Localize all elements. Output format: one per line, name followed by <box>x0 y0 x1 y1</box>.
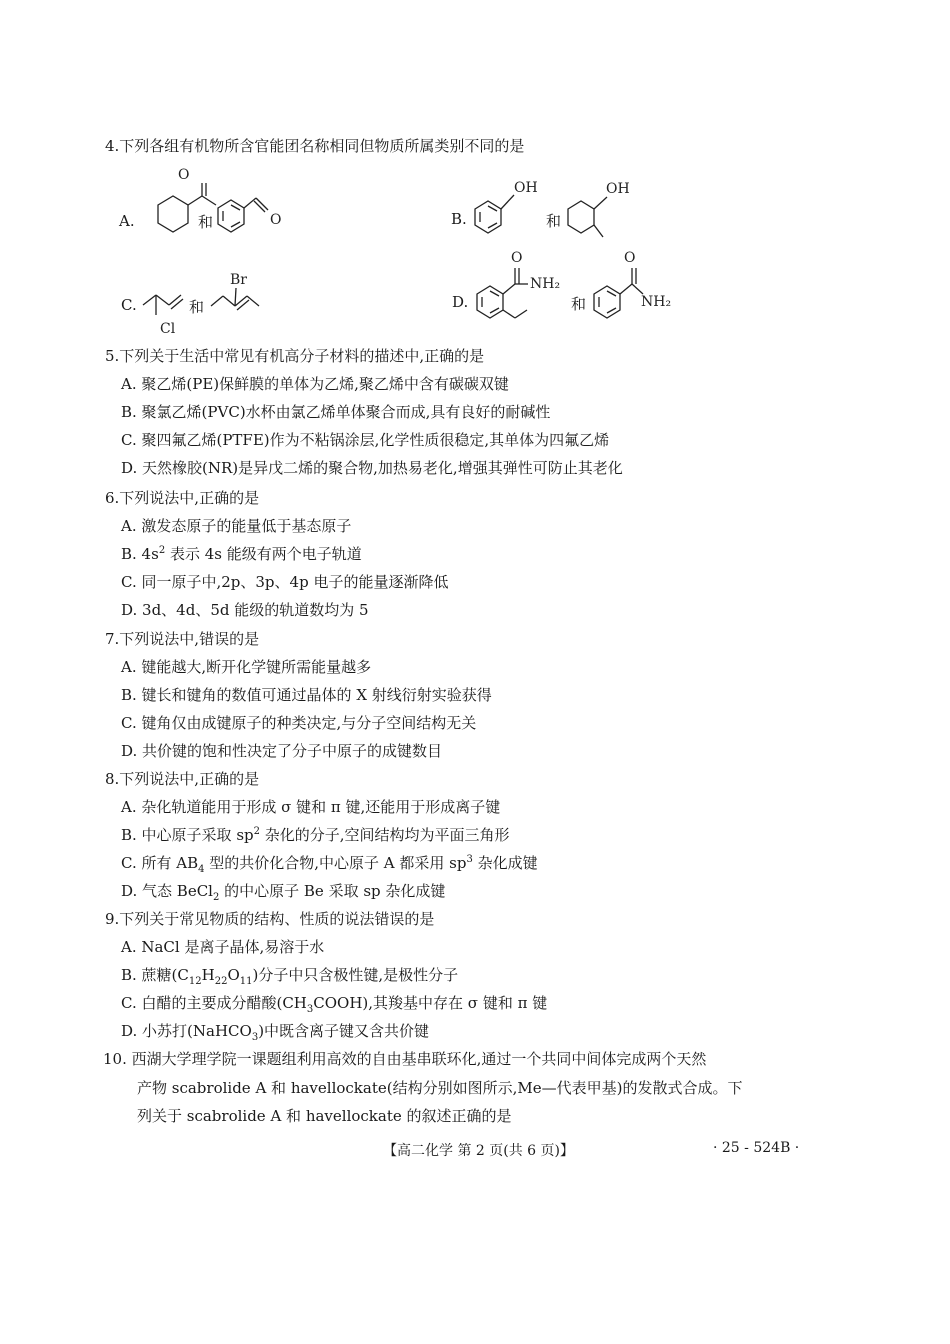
q9-stem: 9.下列关于常见物质的结构、性质的说法错误的是 <box>105 910 435 928</box>
q5-option-b: B. 聚氯乙烯(PVC)水杯由氯乙烯单体聚合而成,具有良好的耐碱性 <box>121 403 551 421</box>
benzaldehyde-structure <box>214 188 294 243</box>
q8-option-c: C. 所有 $AB_4$ 型的共价化合物,中心原子 A 都采用 $sp^3$ 杂化成键 <box>121 854 538 875</box>
footer-exam-code: · 25 - 524B · <box>713 1140 800 1156</box>
q7-option-a: A. 键能越大,断开化学键所需能量越多 <box>121 658 372 676</box>
q6-option-c: C. 同一原子中,2p、3p、4p 电子的能量逐渐降低 <box>121 573 449 591</box>
q6-option-d: D. 3d、4d、5d 能级的轨道数均为 5 <box>121 601 369 619</box>
q8-option-b: B. 中心原子采取 $sp^2$ 杂化的分子,空间结构均为平面三角形 <box>121 826 510 844</box>
q4-option-b-label: B. <box>451 210 467 228</box>
benzamide-structure <box>589 246 689 326</box>
q9-option-b: B. 蔗糖$(C_{12}H_{22}O_{11})$分子中只含极性键,是极性分子 <box>121 966 459 987</box>
q8-option-a: A. 杂化轨道能用于形成 σ 键和 π 键,还能用于形成离子键 <box>121 798 501 816</box>
methylcyclohexanol-structure <box>563 175 653 245</box>
q7-option-c: C. 键角仅由成键原子的种类决定,与分子空间结构无关 <box>121 714 477 732</box>
q10-line3: 列关于 scabrolide A 和 havellockate 的叙述正确的是 <box>137 1107 512 1125</box>
q5-option-d: D. 天然橡胶(NR)是异戊二烯的聚合物,加热易老化,增强其弹性可防止其老化 <box>121 459 623 477</box>
footer-page-info: 【高二化学 第 2 页(共 6 页)】 <box>383 1143 574 1159</box>
q10-line1: 10. 西湖大学理学院一课题组利用高效的自由基串联环化,通过一个共同中间体完成两个天然 <box>103 1050 707 1068</box>
q4-option-b-conj: 和 <box>546 212 562 230</box>
q5-option-c: C. 聚四氟乙烯(PTFE)作为不粘锅涂层,化学性质很稳定,其单体为四氟乙烯 <box>121 431 610 449</box>
q4-option-a-conj: 和 <box>198 213 214 231</box>
amine-d2: NH₂ <box>641 294 672 310</box>
q5-stem: 5.下列关于生活中常见有机高分子材料的描述中,正确的是 <box>105 347 485 365</box>
hydroxyl-b2: OH <box>606 181 630 197</box>
q6-stem: 6.下列说法中,正确的是 <box>105 489 260 507</box>
q9-option-c: C. 白醋的主要成分醋酸$(CH_3COOH)$,其羧基中存在 σ 键和 π 键 <box>121 994 548 1015</box>
q7-option-b: B. 键长和键角的数值可通过晶体的 X 射线衍射实验获得 <box>121 686 492 704</box>
q4-option-a-label: A. <box>119 212 135 230</box>
q4-option-d-label: D. <box>452 293 469 311</box>
phenol-like-structure <box>470 175 550 245</box>
q8-stem: 8.下列说法中,正确的是 <box>105 770 260 788</box>
q4-option-d-conj: 和 <box>571 295 587 313</box>
aldehyde-oxygen: O <box>270 212 282 228</box>
amide-oxygen-d1: O <box>511 250 523 266</box>
bromine-atom: Br <box>230 272 247 288</box>
q6-option-b: B. $4s^2$ 表示 4s 能级有两个电子轨道 <box>121 545 362 563</box>
q7-stem: 7.下列说法中,错误的是 <box>105 630 260 648</box>
amine-d1: NH₂ <box>530 276 561 292</box>
ketone-oxygen: O <box>178 167 190 183</box>
q6-option-a: A. 激发态原子的能量低于基态原子 <box>121 517 352 535</box>
hydroxyl-b1: OH <box>514 180 538 196</box>
q4-stem: 4.下列各组有机物所含官能团名称相同但物质所属类别不同的是 <box>105 137 525 155</box>
q9-option-d: D. 小苏打(NaHCO$_3$)中既含离子键又含共价键 <box>121 1022 430 1043</box>
ethylbenzamide-structure <box>472 246 572 331</box>
chlorine-atom: Cl <box>160 321 176 337</box>
q4-option-c-label: C. <box>121 296 137 314</box>
q8-option-d: D. 气态 BeCl$_2$ 的中心原子 Be 采取 sp 杂化成键 <box>121 882 446 903</box>
q10-line2: 产物 scabrolide A 和 havellockate(结构分别如图所示,Me—代表甲基)的发散式合成。下 <box>137 1079 743 1097</box>
q4-option-c-conj: 和 <box>189 298 205 316</box>
bromo-pentene-structure <box>206 268 286 323</box>
amide-oxygen-d2: O <box>624 250 636 266</box>
q7-option-d: D. 共价键的饱和性决定了分子中原子的成键数目 <box>121 742 443 760</box>
q9-option-a: A. NaCl 是离子晶体,易溶于水 <box>121 938 325 956</box>
q5-option-a: A. 聚乙烯(PE)保鲜膜的单体为乙烯,聚乙烯中含有碳碳双键 <box>121 375 509 393</box>
